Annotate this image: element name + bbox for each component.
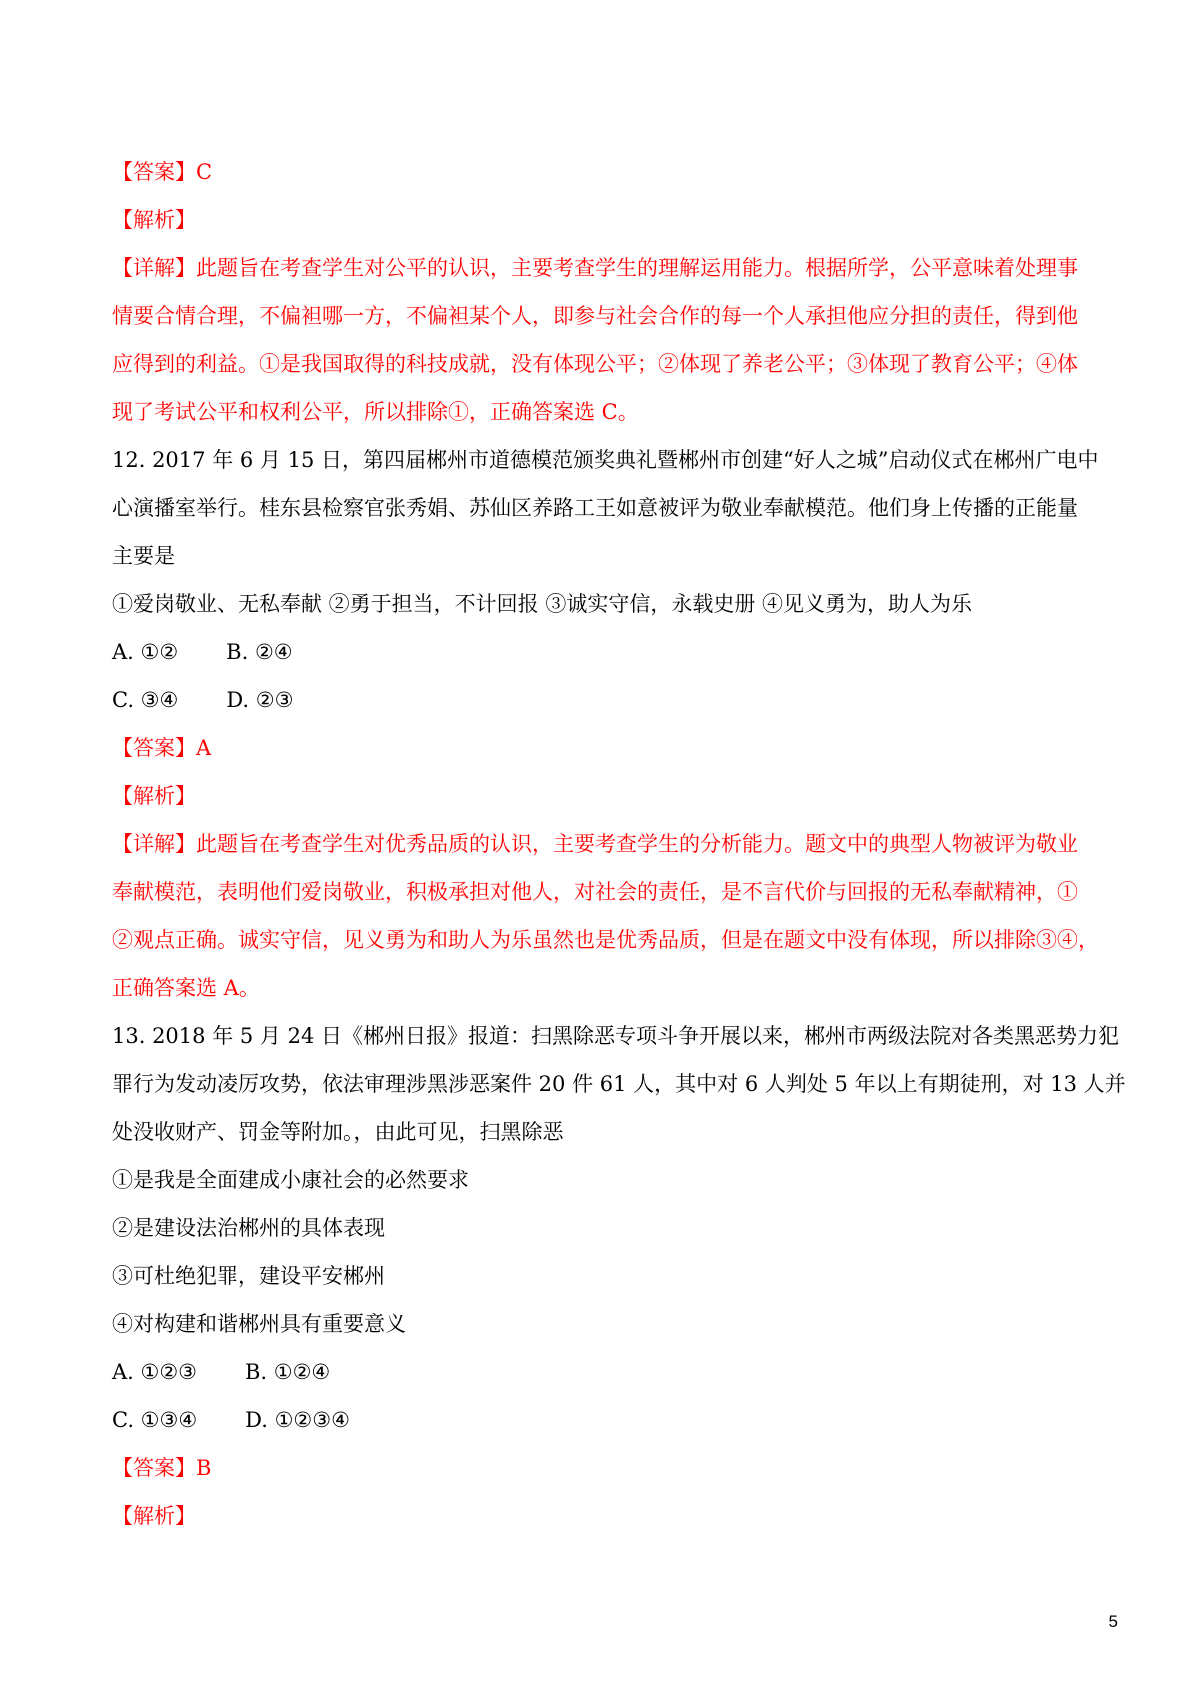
option-d: D. ②③ <box>226 688 294 712</box>
q12-stem-line: 12. 2017 年 6 月 15 日，第四届郴州市道德模范颁奖典礼暨郴州市创建“好人之城”启动仪式在郴州广电中 <box>112 448 1099 472</box>
answer-value: B <box>196 1456 212 1480</box>
q13-stem-line: 处没收财产、罚金等附加。，由此可见，扫黑除恶 <box>112 1120 564 1144</box>
q13-option-row <box>112 1396 1102 1444</box>
option-b: B. ②④ <box>226 640 293 664</box>
option-c: C. ①③④ <box>112 1408 198 1432</box>
answer-label: 【答案】 <box>112 736 196 760</box>
q13-statement: ①是我是全面建成小康社会的必然要求 <box>112 1168 469 1192</box>
q12-option-row <box>112 628 1102 676</box>
q12-stem-line: 主要是 <box>112 544 175 568</box>
option-d: D. ①②③④ <box>245 1408 350 1432</box>
q11-answer <box>112 148 1102 196</box>
q13-stem-line: 13. 2018 年 5 月 24 日《郴州日报》报道：扫黑除恶专项斗争开展以来，郴州市两级法院对各类黑恶势力犯 <box>112 1024 1119 1048</box>
q11-detail-line: 现了考试公平和权利公平，所以排除①，正确答案选 C。 <box>112 400 639 424</box>
answer-value: A <box>196 736 212 760</box>
option-a: A. ①② <box>112 640 179 664</box>
q11-detail-line: 应得到的利益。①是我国取得的科技成就，没有体现公平；②体现了养老公平；③体现了教育公平；④体 <box>112 352 1078 376</box>
q12-detail-line: ②观点正确。诚实守信，见义勇为和助人为乐虽然也是优秀品质，但是在题文中没有体现，所以排除③④， <box>112 928 1099 952</box>
q13-statement: ④对构建和谐郴州具有重要意义 <box>112 1312 406 1336</box>
q12-detail-line: 【详解】此题旨在考查学生对优秀品质的认识，主要考查学生的分析能力。题文中的典型人物被评为敬业 <box>112 832 1078 856</box>
answer-value: C <box>196 160 213 184</box>
q11-analysis-label: 【解析】 <box>112 208 196 232</box>
q12-statements: ①爱岗敬业、无私奉献 ②勇于担当，不计回报 ③诚实守信，永载史册 ④见义勇为，助人为乐 <box>112 592 973 616</box>
answer-label: 【答案】 <box>112 1456 196 1480</box>
q12-answer <box>112 724 1102 772</box>
q13-statement: ③可杜绝犯罪，建设平安郴州 <box>112 1264 385 1288</box>
q13-statement: ②是建设法治郴州的具体表现 <box>112 1216 385 1240</box>
q12-analysis-label: 【解析】 <box>112 784 196 808</box>
q12-detail-line: 正确答案选 A。 <box>112 976 260 1000</box>
answer-label: 【答案】 <box>112 160 196 184</box>
q11-detail-line: 情要合情合理，不偏袒哪一方，不偏袒某个人，即参与社会合作的每一个人承担他应分担的责任，得到他 <box>112 304 1078 328</box>
page-number: 5 <box>1108 1612 1118 1631</box>
q11-detail-line: 【详解】此题旨在考查学生对公平的认识，主要考查学生的理解运用能力。根据所学，公平意味着处理事 <box>112 256 1078 280</box>
page-content <box>112 148 1126 1540</box>
q12-detail-line: 奉献模范，表明他们爱岗敬业，积极承担对他人，对社会的责任，是不言代价与回报的无私奉献精神，① <box>112 880 1078 904</box>
q12-stem-line: 心演播室举行。桂东县检察官张秀娟、苏仙区养路工王如意被评为敬业奉献模范。他们身上传播的正能量 <box>112 496 1078 520</box>
option-c: C. ③④ <box>112 688 179 712</box>
q13-analysis-label: 【解析】 <box>112 1504 196 1528</box>
q13-answer <box>112 1444 1102 1492</box>
q12-option-row <box>112 676 1102 724</box>
q13-stem-line: 罪行为发动凌厉攻势，依法审理涉黑涉恶案件 20 件 61 人，其中对 6 人判处 5 年以上有期徒刑，对 13 人并 <box>112 1072 1126 1096</box>
option-b: B. ①②④ <box>245 1360 331 1384</box>
q13-option-row <box>112 1348 1102 1396</box>
option-a: A. ①②③ <box>112 1360 197 1384</box>
